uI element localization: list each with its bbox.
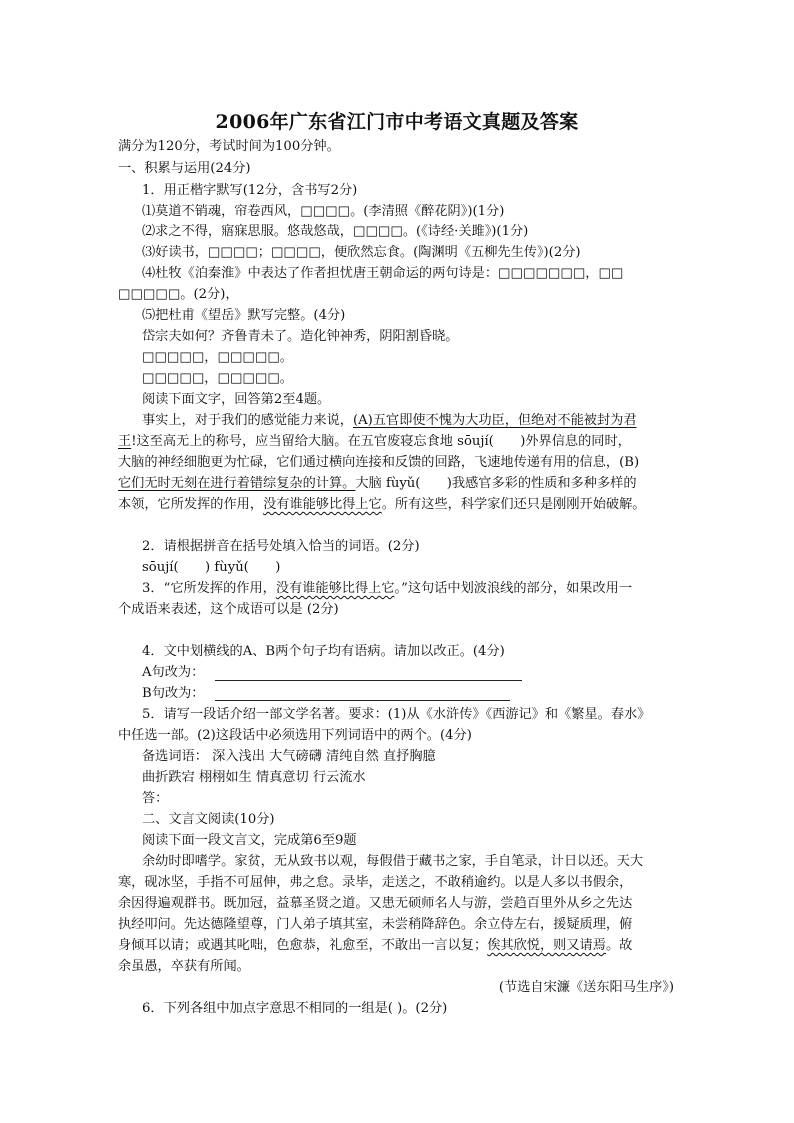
q5-line: 5．请写一段话介绍一部文学名著。要求：(1)从《水浒传》《西游记》和《繁星。春水》	[142, 707, 651, 722]
classical-line: 余虽愚，卒获有所闻。	[118, 959, 250, 974]
classical-text: 身倾耳以请；或遇其叱咄，色愈恭，礼愈至，不敢出一言以复；	[118, 938, 488, 953]
passage-line	[142, 411, 637, 431]
passage-line	[118, 474, 637, 494]
q1-line: ⑶好读书，□□□□；□□□□，便欣然忘食。(陶渊明《五柳先生传》)(2分)	[142, 245, 581, 260]
q3-text: 。”这句话中划波浪线的部分，如果改用一	[394, 581, 633, 596]
classical-line: 余因得遍观群书。既加冠，益慕圣贤之道。又患无硕师名人与游，尝趋百里外从乡之先达	[118, 896, 633, 911]
classical-text: 。故	[605, 938, 633, 953]
q1-line: ⑵求之不得，寤寐思服。悠哉悠哉，□□□□。(《诗经·关雎》)(1分)	[142, 224, 529, 239]
section2-heading: 二、文言文阅读(10分)	[142, 812, 275, 827]
q4-a-label: A句改为：	[142, 665, 205, 680]
wavy-underlined-phrase: 没有谁能够比得上它	[275, 581, 395, 596]
q3-text: 3．“它所发挥的作用，	[142, 581, 276, 596]
q5-word-list: 备选词语： 深入浅出 大气磅礴 清纯自然 直抒胸臆	[142, 749, 436, 764]
poem-blank-line: □□□□□，□□□□□。	[142, 350, 293, 365]
q5-line: 中任选一部。(2)这段话中必须选用下列词语中的两个。(4分)	[118, 728, 472, 743]
wavy-underlined-phrase: 没有谁能够比得上它	[263, 497, 382, 512]
poem-blank-line: □□□□□，□□□□□。	[142, 371, 293, 386]
q2-stem: 2．请根据拼音在括号处填入恰当的词语。(2分)	[142, 539, 420, 554]
q1-line: ⑷杜牧《泊秦淮》中表达了作者担忧唐王朝命运的两句诗是：□□□□□□□，□□	[142, 266, 624, 281]
q6-stem: 6．下列各组中加点字意思不相同的一组是( )。(2分)	[142, 1001, 448, 1016]
exam-intro: 满分为120分，考试时间为100分钟。	[118, 139, 340, 154]
answer-blank-a[interactable]	[215, 680, 522, 681]
source-citation: (节选自宋濂《送东阳马生序》)	[498, 980, 674, 995]
q3-line: 个成语来表述，这个成语可以是 (2分)	[118, 602, 339, 617]
passage-line	[118, 495, 646, 515]
classical-line	[118, 936, 632, 956]
reading-intro: 阅读下面文字，回答第2至4题。	[142, 392, 331, 407]
passage-text: 本领，它所发挥的作用，	[118, 497, 264, 512]
q5-answer-label: 答：	[142, 791, 169, 806]
page-title: 2006年广东省江门市中考语文真题及答案	[215, 111, 579, 133]
passage-text: !这至高无上的称号，应当留给大脑。在五官废寝忘食地 sōují( )外界信息的同时，	[131, 434, 631, 449]
wavy-underlined-phrase: 俟其欣悦，则又请焉	[487, 938, 606, 953]
passage-text: 大脑 fùyǔ( )我感官多彩的性质和多种多样的	[355, 476, 637, 491]
section2-intro: 阅读下面一段文言文，完成第6至9题	[142, 833, 357, 848]
sentence-a-end: 王	[118, 434, 132, 449]
q4-stem: 4．文中划横线的A、B两个句子均有语病。请加以改正。(4分)	[142, 644, 505, 659]
passage-line	[118, 432, 631, 452]
poem-line: 岱宗夫如何？齐鲁青未了。造化钟神秀，阴阳割昏晓。	[142, 329, 459, 344]
q3-line	[142, 579, 632, 599]
section1-heading: 一、积累与运用(24分)	[118, 161, 251, 176]
q1-line: □□□□□。(2分)，	[118, 287, 239, 302]
q1-line: ⑴莫道不销魂，帘卷西风，□□□□。(李清照《醉花阴》)(1分)	[142, 204, 505, 219]
sentence-a: (A)五官即使不愧为大功臣，但绝对不能被封为君	[353, 413, 637, 428]
classical-line: 执经叩问。先达德隆望尊，门人弟子填其室，未尝稍降辞色。余立侍左右，援疑质理，俯	[118, 917, 633, 932]
q2-pinyin: sōují( ) fùyǔ( )	[142, 560, 281, 575]
passage-line: 大脑的神经细胞更为忙碌，它们通过横向连接和反馈的回路，飞速地传递有用的信息，(B)	[118, 455, 640, 470]
passage-text: 事实上，对于我们的感觉能力来说，	[142, 413, 353, 428]
q4-b-label: B句改为：	[142, 686, 205, 701]
classical-line: 寒，砚冰坚，手指不可屈伸，弗之怠。录毕，走送之，不敢稍逾约。以是人多以书假余，	[118, 875, 633, 890]
sentence-b: 它们无时无刻在进行着错综复杂的计算。	[118, 476, 356, 491]
q1-stem: 1．用正楷字默写(12分，含书写2分)	[142, 183, 358, 198]
answer-blank-b[interactable]	[215, 700, 510, 701]
classical-line: 余幼时即嗜学。家贫，无从致书以观，每假借于藏书之家，手自笔录，计日以还。天大	[142, 854, 644, 869]
q5-word-list: 曲折跌宕 栩栩如生 情真意切 行云流水	[142, 770, 366, 785]
passage-text: 。所有这些，科学家们还只是刚刚开始破解。	[381, 497, 646, 512]
q1-line: ⑸把杜甫《望岳》默写完整。(4分)	[142, 308, 346, 323]
